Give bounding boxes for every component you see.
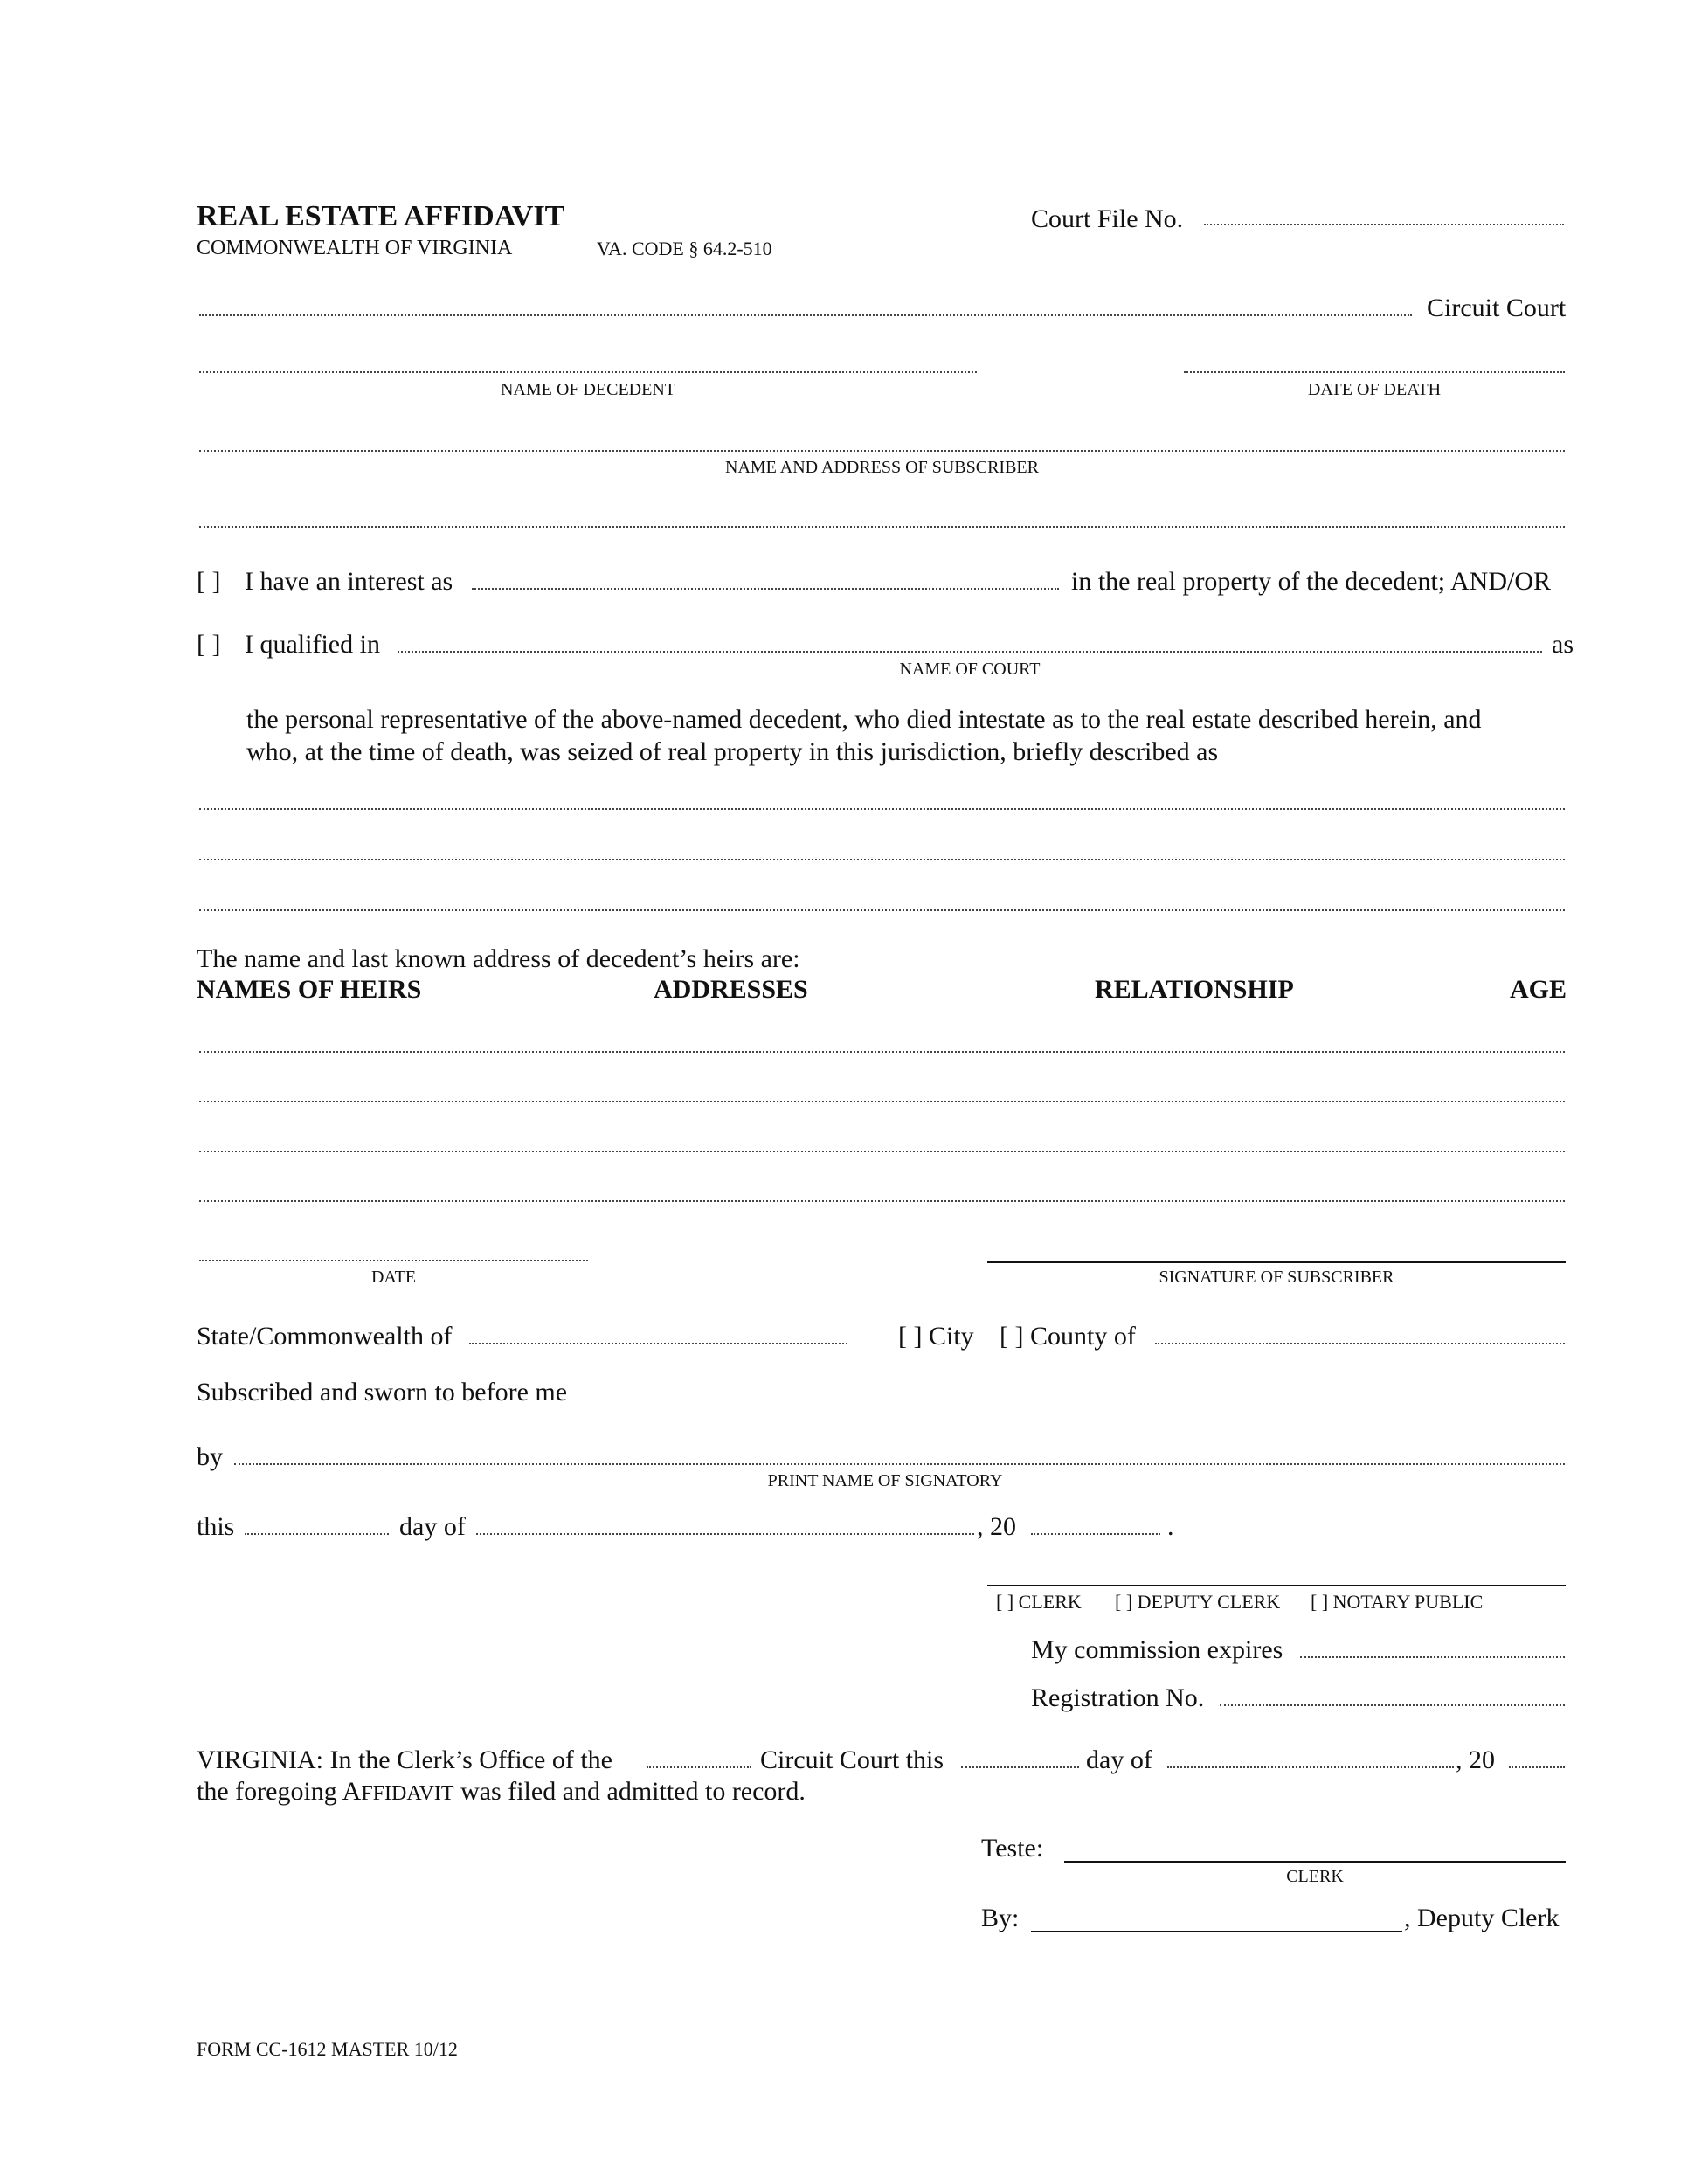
officer-signature-line[interactable] bbox=[987, 1585, 1566, 1586]
state-field[interactable] bbox=[469, 1343, 847, 1344]
this-label: this bbox=[197, 1512, 235, 1541]
county-checkbox[interactable]: [ ] County of bbox=[1000, 1322, 1136, 1351]
qualified-checkbox[interactable]: [ ] bbox=[197, 630, 221, 659]
property-description-line-3[interactable] bbox=[199, 909, 1565, 911]
deputy-clerk-checkbox[interactable]: [ ] DEPUTY CLERK bbox=[1115, 1591, 1281, 1613]
qualified-label: I qualified in bbox=[245, 630, 380, 659]
clerk-signature-line[interactable] bbox=[1064, 1861, 1566, 1863]
commission-expires-field[interactable] bbox=[1300, 1656, 1565, 1658]
circuit-court-field[interactable] bbox=[199, 314, 1412, 316]
recording-comma-20: , 20 bbox=[1456, 1745, 1495, 1774]
circuit-court-label: Circuit Court bbox=[1427, 294, 1567, 322]
circuit-court-this-text: Circuit Court this bbox=[760, 1745, 944, 1774]
paragraph-line-2: who, at the time of death, was seized of real property in this jurisdiction, briefly described as bbox=[246, 737, 1219, 766]
county-field[interactable] bbox=[1155, 1343, 1565, 1344]
recording-day-of-text: day of bbox=[1086, 1745, 1152, 1774]
city-checkbox[interactable]: [ ] City bbox=[898, 1322, 974, 1351]
state-label: State/Commonwealth of bbox=[197, 1322, 453, 1351]
interest-label: I have an interest as bbox=[245, 567, 453, 596]
name-of-court-caption: NAME OF COURT bbox=[899, 660, 1041, 679]
registration-field[interactable] bbox=[1220, 1704, 1565, 1706]
subscriber-address-field-2[interactable] bbox=[199, 526, 1565, 528]
commission-expires-label: My commission expires bbox=[1031, 1635, 1283, 1664]
court-file-label: Court File No. bbox=[1031, 204, 1184, 233]
subscribed-sworn-text: Subscribed and sworn to before me bbox=[197, 1378, 568, 1406]
date-of-death-caption: DATE OF DEATH bbox=[1307, 380, 1442, 399]
clerk-caption: CLERK bbox=[1286, 1867, 1344, 1886]
day-number-field[interactable] bbox=[245, 1533, 389, 1535]
interest-suffix: in the real property of the decedent; AND/OR bbox=[1071, 567, 1551, 596]
subscriber-name-address-field[interactable] bbox=[199, 450, 1565, 452]
heirs-column-addresses: ADDRESSES bbox=[654, 975, 808, 1004]
heir-line-2[interactable] bbox=[199, 1101, 1565, 1102]
interest-field[interactable] bbox=[472, 588, 1059, 590]
commonwealth-label: COMMONWEALTH OF VIRGINIA bbox=[197, 237, 513, 259]
signatory-name-field[interactable] bbox=[234, 1463, 1565, 1465]
print-name-signatory-caption: PRINT NAME OF SIGNATORY bbox=[767, 1471, 1003, 1490]
property-description-line-1[interactable] bbox=[199, 808, 1565, 810]
va-code-label: VA. CODE § 64.2-510 bbox=[597, 238, 772, 259]
form-number-footer: FORM CC-1612 MASTER 10/12 bbox=[197, 2038, 458, 2060]
recording-month-field[interactable] bbox=[1167, 1766, 1454, 1768]
by-label: by bbox=[197, 1442, 223, 1471]
signature-of-subscriber-caption: SIGNATURE OF SUBSCRIBER bbox=[1159, 1268, 1394, 1287]
name-of-decedent-caption: NAME OF DECEDENT bbox=[501, 380, 675, 399]
recording-year-field[interactable] bbox=[1509, 1766, 1565, 1768]
heirs-column-names: NAMES OF HEIRS bbox=[197, 975, 422, 1004]
heirs-column-age: AGE bbox=[1510, 975, 1567, 1004]
heirs-intro: The name and last known address of decedent’s heirs are: bbox=[197, 944, 800, 973]
teste-label: Teste: bbox=[981, 1834, 1044, 1863]
foregoing-affidavit-text: the foregoing AFFIDAVIT was filed and admitted to record. bbox=[197, 1777, 806, 1806]
date-caption: DATE bbox=[370, 1268, 417, 1287]
registration-label: Registration No. bbox=[1031, 1683, 1205, 1712]
month-field[interactable] bbox=[476, 1533, 974, 1535]
subscriber-signature-line[interactable] bbox=[987, 1261, 1566, 1263]
notary-public-checkbox[interactable]: [ ] NOTARY PUBLIC bbox=[1311, 1591, 1484, 1613]
paragraph-line-1: the personal representative of the above-named decedent, who died intestate as to the real estate described herein, and bbox=[246, 705, 1482, 734]
date-of-death-field[interactable] bbox=[1184, 371, 1565, 373]
by-deputy-label: By: bbox=[981, 1904, 1020, 1932]
court-file-field[interactable] bbox=[1204, 224, 1564, 225]
heir-line-4[interactable] bbox=[199, 1200, 1565, 1202]
interest-checkbox[interactable]: [ ] bbox=[197, 567, 221, 596]
court-name-field[interactable] bbox=[398, 651, 1542, 653]
heir-line-3[interactable] bbox=[199, 1151, 1565, 1152]
qualified-suffix: as bbox=[1552, 630, 1574, 659]
date-field[interactable] bbox=[199, 1260, 588, 1261]
virginia-clerk-office-text: VIRGINIA: In the Clerk’s Office of the bbox=[197, 1745, 612, 1774]
recording-court-field[interactable] bbox=[647, 1766, 751, 1768]
clerk-checkbox[interactable]: [ ] CLERK bbox=[996, 1591, 1082, 1613]
form-title: REAL ESTATE AFFIDAVIT bbox=[197, 200, 565, 232]
decedent-name-field[interactable] bbox=[199, 371, 977, 373]
period: . bbox=[1167, 1512, 1174, 1541]
property-description-line-2[interactable] bbox=[199, 859, 1565, 860]
deputy-clerk-label: , Deputy Clerk bbox=[1404, 1904, 1560, 1932]
heirs-column-relationship: RELATIONSHIP bbox=[1095, 975, 1294, 1004]
day-of-label: day of bbox=[399, 1512, 466, 1541]
comma-20-label: , 20 bbox=[977, 1512, 1016, 1541]
deputy-clerk-signature-line[interactable] bbox=[1031, 1931, 1402, 1932]
year-field[interactable] bbox=[1031, 1533, 1160, 1535]
recording-day-field[interactable] bbox=[961, 1766, 1079, 1768]
heir-line-1[interactable] bbox=[199, 1051, 1565, 1053]
name-address-subscriber-caption: NAME AND ADDRESS OF SUBSCRIBER bbox=[725, 458, 1039, 477]
